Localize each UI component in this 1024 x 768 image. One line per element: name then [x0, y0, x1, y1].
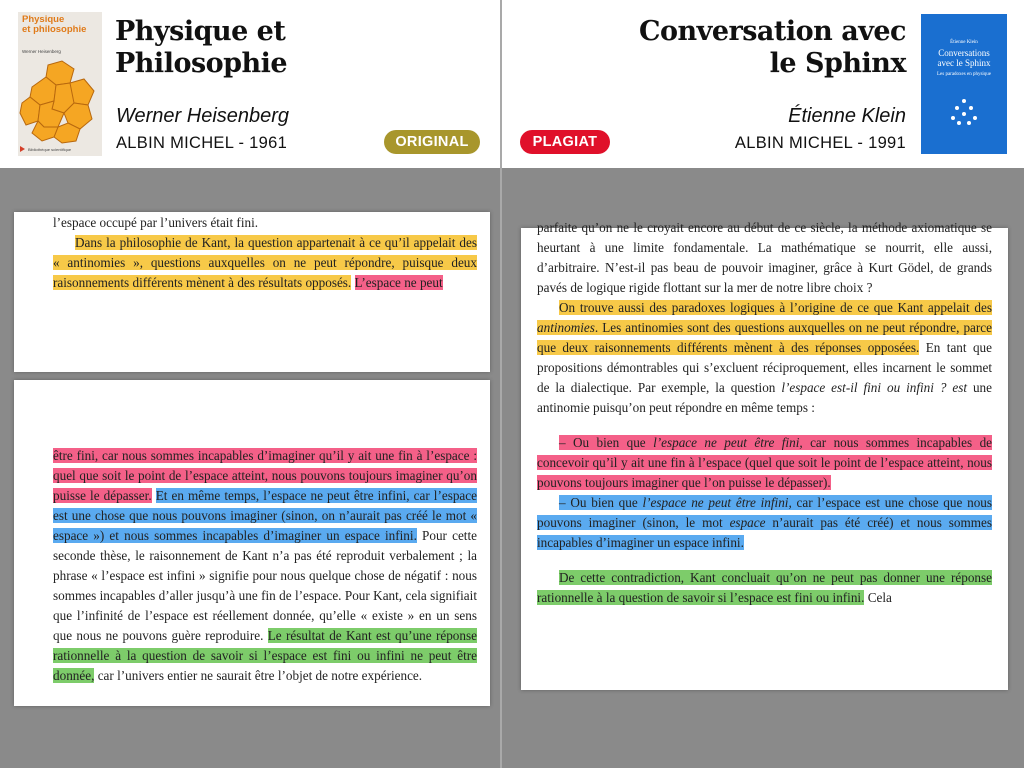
original-excerpt-page-2	[14, 380, 490, 706]
highlight-finite-space: être fini, car nous sommes incapables d’imaginer qu’il y ait une fin à l’espace : quel que soit le point de l’espace atteint, nous pouvons toujours imaginer qu’on puisse le dépasser.	[53, 448, 477, 503]
highlight-kant-conclusion: De cette contradiction, Kant concluait qu’on ne peut pas donner une réponse rationnelle à la question de savoir si l’espace est fini ou infini.	[537, 570, 992, 605]
plagiarism-excerpt-text	[537, 218, 992, 608]
plagiarism-book-header	[502, 0, 1024, 168]
plagiarism-author: Étienne Klein	[788, 105, 906, 127]
text-plain: car l’univers entier ne saurait être l’objet de notre expérience.	[97, 668, 423, 683]
cover-author: Werner Heisenberg	[22, 49, 61, 54]
highlight-finite-space: – Ou bien que l’espace ne peut être fini, car nous sommes incapables de concevoir qu’il y ait une fin à l’espace (quel que soit le point de l’espace atteint, nous pouvons toujours imaginer que l’on puisse le dépasser).	[537, 435, 993, 490]
cover-illustration	[18, 57, 102, 147]
original-excerpt-page-1	[14, 212, 490, 372]
plagiarism-badge: PLAGIAT	[520, 130, 610, 154]
highlight-infinite-space: – Ou bien que l’espace ne peut être infini, car l’espace est une chose que nous pouvons imaginer (sinon, le mot espace n’aurait pas été créé) et nous sommes incapables d’imaginer un espace infini.	[537, 495, 993, 550]
highlight-kant-conclusion: Le résultat de Kant est qu’une réponse rationnelle à la question de savoir si l’espace est fini ou infini ne peut être donnée,	[53, 628, 477, 683]
original-book-header	[0, 0, 500, 168]
plagiarism-publisher: ALBIN MICHEL - 1991	[734, 134, 906, 152]
highlight-antinomies: Dans la philosophie de Kant, la question appartenait à ce qu’il appelait des « antinomies », questions auxquelles on ne peut répondre, puisque deux raisonnements différents mènent à des résultats opposés.	[53, 235, 477, 290]
original-excerpt-text-2	[53, 446, 477, 686]
highlight-antinomies: On trouve aussi des paradoxes logiques à l’origine de ce que Kant appelait des antinomies. Les antinomies sont des questions auxquelles on ne peut répondre, parce que deux raisonnements différents mènent à des réponses opposées.	[537, 300, 992, 355]
original-book-title: Physique et Philosophie	[115, 16, 288, 79]
cover-author: Étienne Klein	[950, 40, 978, 45]
plagiarism-book-cover	[921, 14, 1007, 154]
cover-publisher: Bibliothèque scientifique	[28, 147, 72, 152]
cover-title: Conversations avec le Sphinx	[937, 48, 991, 68]
original-excerpt-text-1	[53, 213, 477, 293]
original-badge: ORIGINAL	[384, 130, 480, 154]
cover-subtitle: Les paradoxes en physique	[936, 72, 991, 77]
text-plain: Cela	[867, 590, 892, 605]
cover-illustration	[949, 98, 979, 126]
text-plain: parfaite qu’on ne le croyait encore au début de ce siècle, la méthode axiomatique se heurtant à une limite fondamentale. La mathématique se nourrit, elle aussi, d’arbitraire. N’est-il pas beau de pouvoir imaginer, grâce à Kurt Gödel, de grands pavés de logique rigide flottant sur la mer de notre libre choix ?	[537, 220, 992, 295]
highlight-finite-space: L’espace ne peut	[354, 275, 443, 290]
text-plain: l’espace occupé par l’univers était fini.	[53, 215, 259, 230]
plagiarism-book-title: Conversation avec le Sphinx	[639, 16, 906, 79]
text-plain: En tant que propositions démontrables qui s’excluent réciproquement, elles incarnent le sommet de la dialectique. Par exemple, la question l’espace est-il fini ou infini ? est une antinomie puisqu’on peut répondre en même temps :	[537, 340, 993, 415]
original-book-cover	[18, 12, 102, 156]
original-author: Werner Heisenberg	[116, 105, 290, 127]
original-publisher: ALBIN MICHEL - 1961	[116, 134, 288, 152]
highlight-infinite-space: Et en même temps, l’espace ne peut être infini, car l’espace est une chose que nous pouvons imaginer (sinon, on n’aurait pas créé le mot « espace ») et nous sommes incapables d’imaginer un espace infini.	[53, 488, 477, 543]
plagiarism-excerpt-page	[521, 220, 1008, 690]
text-plain: Pour cette seconde thèse, le raisonnement de Kant n’a pas été reproduit verbalement ; la phrase « l’espace est infini » signifie pour nous quelque chose de négatif : nous sommes incapables d’aller jusqu’à une fin de l’espace. Pour Kant, cela signifiait que l’infinité de l’espace est réellement donnée, qu’elle « existe » en un sens que nous ne pouvons guère reproduire.	[53, 528, 477, 643]
cover-title: Physique et philosophie	[22, 14, 87, 35]
cover-publisher-logo	[20, 146, 25, 152]
